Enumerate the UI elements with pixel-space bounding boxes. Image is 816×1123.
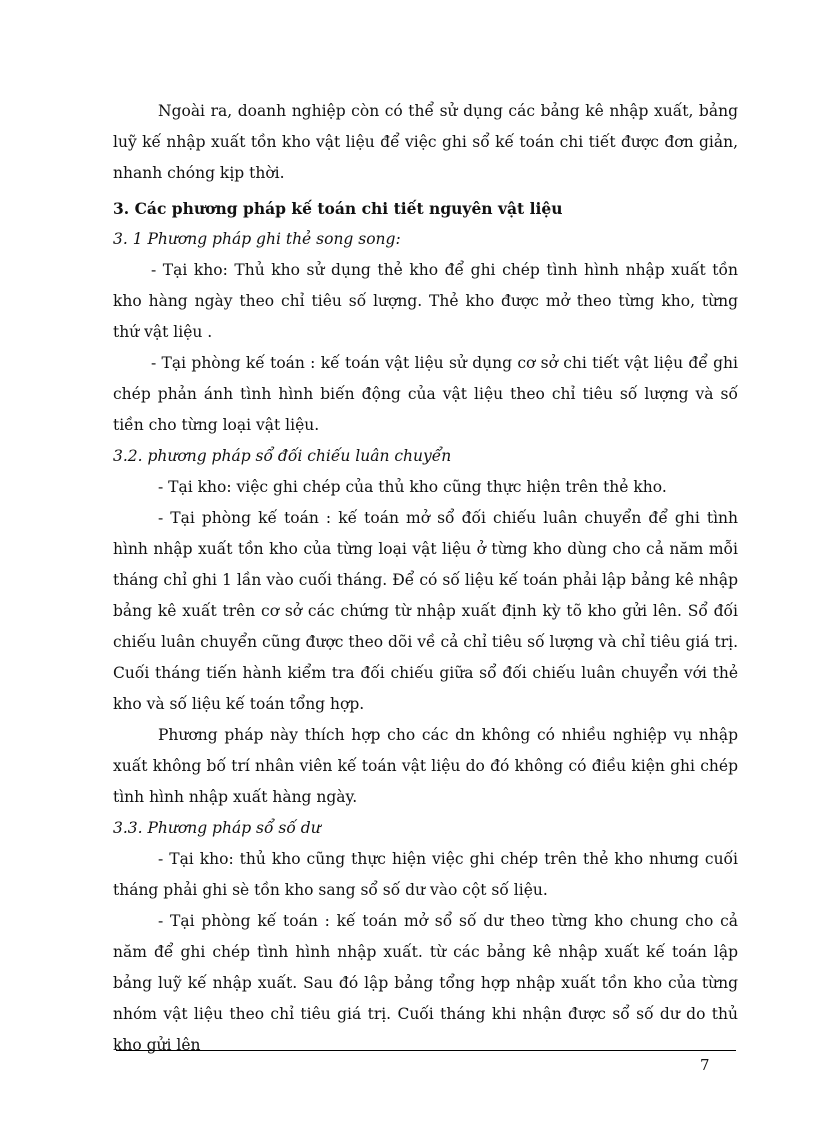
paragraph-3-2-warehouse: - Tại kho: việc ghi chép của thủ kho cũng thực hiện trên thẻ kho. (158, 478, 667, 496)
paragraph-3-3-warehouse: - Tại kho: thủ kho cũng thực hiện việc ghi chép trên thẻ kho nhưng cuối tháng phải ghi sè tồn kho sang sổ số dư vào cột số liệu. (113, 850, 738, 899)
paragraph-3-3-accounting: - Tại phòng kế toán : kế toán mở sổ số dư theo từng kho chung cho cả năm để ghi chép tình hình nhập xuất. từ các bảng kê nhập xuất kế toán lập bảng luỹ kế nhập xuất. Sau đó lập bảng tổng hợp nhập xuất tồn kho của từng nhóm vật liệu theo chỉ tiêu giá trị. Cuối tháng khi nhận được sổ số dư do thủ kho gửi lên (113, 912, 738, 1054)
subsection-heading-3-3: 3.3. Phương pháp sổ số dư (113, 819, 321, 837)
footer-divider (116, 1050, 736, 1051)
page-body (113, 96, 738, 1061)
section-heading-3: 3. Các phương pháp kế toán chi tiết nguyên vật liệu (113, 199, 563, 218)
subsection-heading-3-1: 3. 1 Phương pháp ghi thẻ song song: (113, 230, 401, 248)
paragraph-3-2-note: Phương pháp này thích hợp cho các dn không có nhiều nghiệp vụ nhập xuất không bố trí nhân viên kế toán vật liệu do đó không có điều kiện ghi chép tình hình nhập xuất hàng ngày. (113, 726, 738, 806)
paragraph-3-1-warehouse: - Tại kho: Thủ kho sử dụng thẻ kho để ghi chép tình hình nhập xuất tồn kho hàng ngày theo chỉ tiêu số lượng. Thẻ kho được mở theo từng kho, từng thứ vật liệu . (113, 261, 738, 341)
paragraph-3-1-accounting: - Tại phòng kế toán : kế toán vật liệu sử dụng cơ sở chi tiết vật liệu để ghi chép phản ánh tình hình biến động của vật liệu theo chỉ tiêu số lượng và số tiền cho từng loại vật liệu. (113, 354, 738, 434)
paragraph-intro: Ngoài ra, doanh nghiệp còn có thể sử dụng các bảng kê nhập xuất, bảng luỹ kế nhập xuất tồn kho vật liệu để việc ghi sổ kế toán chi tiết được đơn giản, nhanh chóng kịp thời. (113, 102, 738, 182)
subsection-heading-3-2: 3.2. phương pháp sổ đối chiếu luân chuyển (113, 447, 452, 465)
paragraph-3-2-accounting: - Tại phòng kế toán : kế toán mở sổ đối chiếu luân chuyển để ghi tình hình nhập xuất tồn kho của từng loại vật liệu ở từng kho dùng cho cả năm mỗi tháng chỉ ghi 1 lần vào cuối tháng. Để có số liệu kế toán phải lập bảng kê nhập bảng kê xuất trên cơ sở các chứng từ nhập xuất định kỳ tõ kho gửi lên. Sổ đối chiếu luân chuyển cũng được theo dõi về cả chỉ tiêu số lượng và chỉ tiêu giá trị. Cuối tháng tiến hành kiểm tra đối chiếu giữa sổ đối chiếu luân chuyển với thẻ kho và số liệu kế toán tổng hợp. (113, 509, 738, 713)
page-number: 7 (700, 1056, 710, 1074)
